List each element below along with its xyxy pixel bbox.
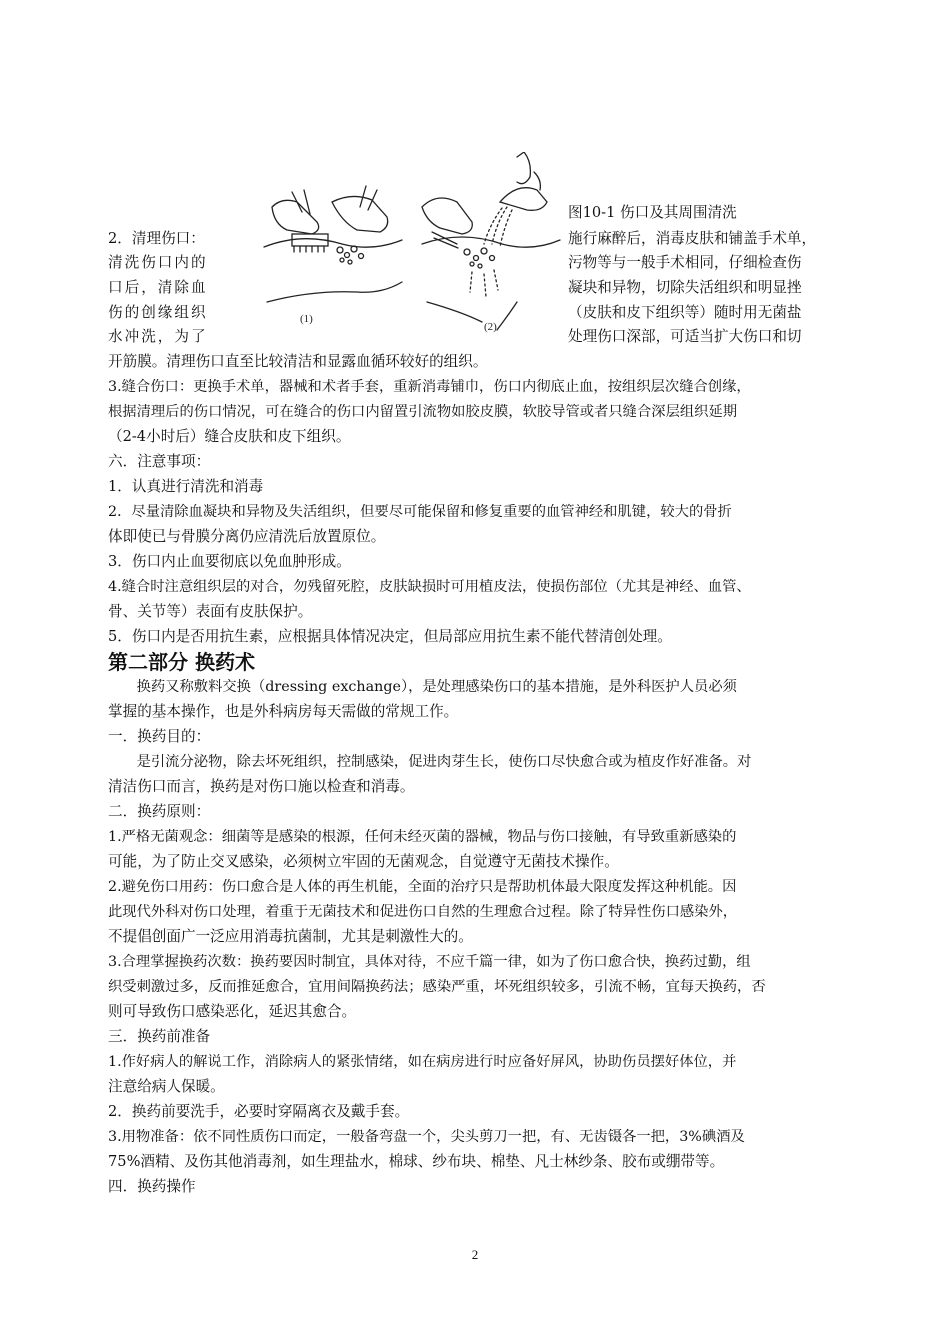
body-line: 是引流分泌物，除去坏死组织，控制感染，促进肉芽生长，使伤口尽快愈合或为植皮作好准备。对 <box>108 754 752 770</box>
body-line: 可能，为了防止交叉感染，必须树立牢固的无菌观念，自觉遵守无菌技术操作。 <box>108 853 619 870</box>
figure-caption: 图10-1 伤口及其周围清洗 <box>568 204 737 221</box>
left-col-line: 水冲洗，为了 <box>108 328 208 345</box>
body-line: 三．换药前准备 <box>108 1028 211 1045</box>
body-line: 体即使已与骨膜分离仍应清洗后放置原位。 <box>108 528 386 545</box>
right-col-line: （皮肤和皮下组织等）随时用无菌盐 <box>568 304 802 321</box>
body-line: 4.缝合时注意组织层的对合，勿残留死腔，皮肤缺损时可用植皮法，使损伤部位（尤其是神经、血管、 <box>108 579 751 595</box>
body-line: 3．伤口内止血要彻底以免血肿形成。 <box>108 553 351 570</box>
body-line: 织受刺激过多，反而推延愈合，宜用间隔换药法；感染严重，坏死组织较多，引流不畅，宜每天换药，否 <box>108 979 766 995</box>
body-line: 75%酒精、及伤其他消毒剂，如生理盐水，棉球、纱布块、棉垫、凡士林纱条、胶布或绷带等。 <box>108 1153 725 1170</box>
body-line: 1.作好病人的解说工作，消除病人的紧张情绪，如在病房进行时应备好屏风，协助伤员摆好体位，并 <box>108 1054 737 1070</box>
body-line: 换药又称敷料交换（dressing exchange），是处理感染伤口的基本措施，是外科医护人员必须 <box>108 679 737 695</box>
body-line: 骨、关节等）表面有皮肤保护。 <box>108 603 313 620</box>
body-line: （2-4小时后）缝合皮肤和皮下组织。 <box>108 428 351 445</box>
left-col-line: 口后，清除血 <box>108 279 208 296</box>
body-line: 2．换药前要洗手，必要时穿隔离衣及戴手套。 <box>108 1103 410 1120</box>
page-number: 2 <box>471 1247 479 1262</box>
body-line: 四．换药操作 <box>108 1178 196 1195</box>
body-line: 5．伤口内是否用抗生素，应根据具体情况决定，但局部应用抗生素不能代替清创处理。 <box>108 628 672 645</box>
wound-cleaning-figure <box>262 152 562 342</box>
left-col-line: 清洗伤口内的 <box>108 254 208 271</box>
body-line: 掌握的基本操作，也是外科病房每天需做的常规工作。 <box>108 703 459 720</box>
body-line: 3.用物准备：依不同性质伤口而定，一般备弯盘一个，尖头剪刀一把，有、无齿镊各一把，3%碘酒及 <box>108 1129 745 1145</box>
body-line: 不提倡创面广一泛应用消毒抗菌制，尤其是刺激性大的。 <box>108 928 473 945</box>
figure-label-2: (2) <box>484 321 497 333</box>
right-col-line: 处理伤口深部，可适当扩大伤口和切 <box>568 328 802 345</box>
right-col-line: 污物等与一般手术相同，仔细检查伤 <box>568 254 802 271</box>
body-line: 清洁伤口而言，换药是对伤口施以检查和消毒。 <box>108 778 415 795</box>
body-line: 2．尽量清除血凝块和异物及失活组织，但要尽可能保留和修复重要的血管神经和肌键，较大的骨折 <box>108 504 732 520</box>
body-line: 3.缝合伤口：更换手术单，器械和术者手套，重新消毒铺巾，伤口内彻底止血，按组织层次缝合创缘， <box>108 379 751 395</box>
right-col-line: 施行麻醉后，消毒皮肤和铺盖手术单， <box>568 230 817 247</box>
body-line: 注意给病人保暖。 <box>108 1078 225 1095</box>
right-col-line: 凝块和异物，切除失活组织和明显挫 <box>568 279 802 296</box>
body-line: 此现代外科对伤口处理，着重于无菌技术和促进伤口自然的生理愈合过程。除了特异性伤口感染外， <box>108 904 738 920</box>
body-line: 一．换药目的： <box>108 728 211 745</box>
body-line: 则可导致伤口感染恶化，延迟其愈合。 <box>108 1003 357 1020</box>
figure-label-1: (1) <box>300 313 313 325</box>
left-col-line: 伤的创缘组织 <box>108 304 208 321</box>
body-line: 1.严格无菌观念：细菌等是感染的根源，任何未经灭菌的器械，物品与伤口接触，有导致重新感染的 <box>108 829 737 845</box>
body-line: 开筋膜。清理伤口直至比较清洁和显露血循环较好的组织。 <box>108 353 488 370</box>
body-line: 根据清理后的伤口情况，可在缝合的伤口内留置引流物如胶皮膜，软胶导管或者只缝合深层组织延期 <box>108 404 738 420</box>
body-line: 2.避免伤口用药：伤口愈合是人体的再生机能，全面的治疗只是帮助机体最大限度发挥这种机能。因 <box>108 879 737 895</box>
left-col-line: 2．清理伤口： <box>108 230 205 247</box>
body-line: 六．注意事项： <box>108 453 211 470</box>
body-line: 二．换药原则： <box>108 803 211 820</box>
body-line: 3.合理掌握换药次数：换药要因时制宜，具体对待，不应千篇一律，如为了伤口愈合快，换药过勤，组 <box>108 954 751 970</box>
body-line: 1．认真进行清洗和消毒 <box>108 478 264 495</box>
section-title: 第二部分 换药术 <box>108 650 255 674</box>
